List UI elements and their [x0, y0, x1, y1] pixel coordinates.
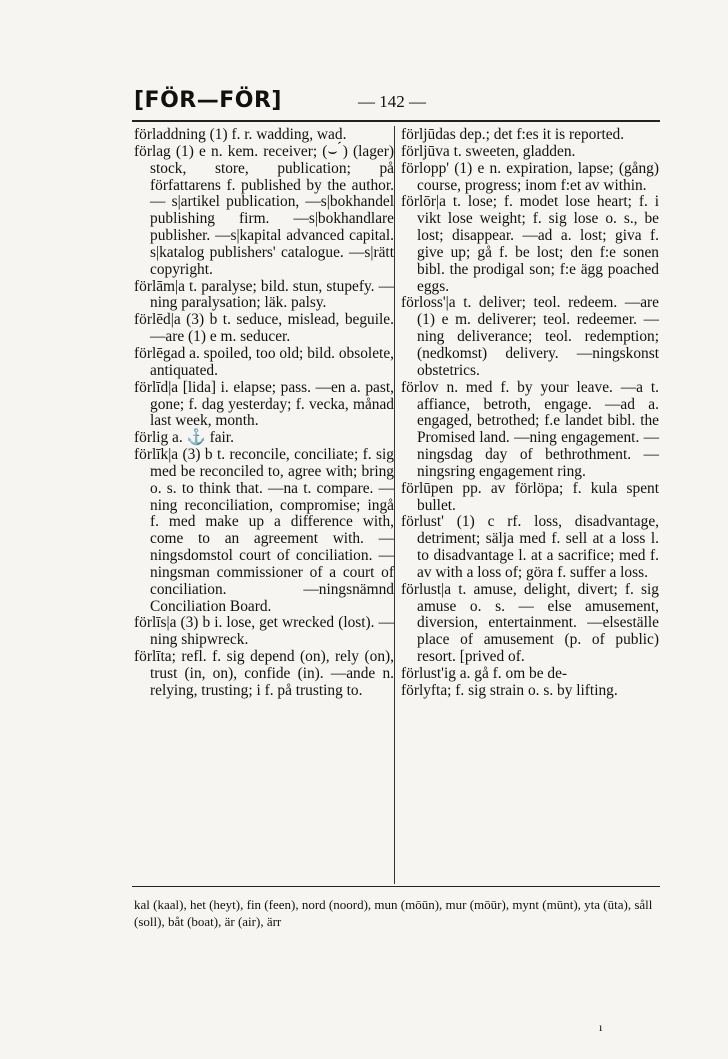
dictionary-entry: förlīs|a (3) b i. lose, get wrecked (lost). —ning shipwreck. — [134, 614, 394, 649]
dictionary-entry: förljūdas dep.; det f:es it is reported. — [401, 126, 625, 143]
dictionary-entry: förlov n. med f. by your leave. —a t. affiance, betroth, engage. —ad a. engaged, betrothed; f.e landet bibl. the Promised land. —ning engagement. — ningsdag day of bethrothment. —ningsring engagement ring. — [401, 378, 659, 480]
dictionary-entry: förlōr|a t. lose; f. modet lose heart; f. i vikt lose weight; f. sig lose o. s., be lost; disappear. —ad a. lost; giva f. give up; gå f. be lost; den f:e sonen bibl. the prodigal son; f:e ägg poached eggs. — [401, 193, 659, 295]
dictionary-entry: förlyfta; f. sig strain o. s. by lifting. — [401, 681, 618, 699]
dictionary-entry: förlīta; refl. f. sig depend (on), rely (on), trust (in, on), confide (in). —ande n. relying, trusting; i f. på trusting to. — [134, 648, 394, 699]
column-divider — [394, 126, 395, 884]
dictionary-entry: förlust|a t. amuse, delight, divert; f. sig amuse o. s. — else amusement, diversion, entertainment. —elseställe place of amusement (p. of public) resort. [prived of. — [401, 580, 659, 666]
header-rule — [132, 120, 660, 122]
running-head: [FÖR—FÖR] — [134, 88, 282, 113]
dictionary-entry: förlēd|a (3) b t. seduce, mislead, beguile. —are (1) e m. seducer. — [134, 311, 394, 346]
pronunciation-key: kal (kaal), het (heyt), fin (feen), nord (noord), mun (mōūn), mur (mōūr), mynt (mūnt), yta (ūta), såll (soll), båt (boat), är (air), ärr — [134, 897, 653, 929]
page-number: — 142 — — [358, 92, 426, 111]
dictionary-entry: förlag (1) e n. kem. receiver; (⌣ ́) (lager) stock, store, publication; på författarens f. published by the author. — s|artikel publication, —s|bokhandel publishing firm. —s|bokhandlare publisher. —s|kapital advanced capital. s|katalog publishers' catalogue. —s|rätt copyright. — [134, 142, 394, 278]
footer-rule — [132, 886, 660, 887]
dictionary-entry: förlūpen pp. av förlöpa; f. kula spent bullet. — [401, 479, 659, 514]
dictionary-entry: förlust'ig a. gå f. om be de- — [401, 665, 568, 682]
dictionary-entry: förlēgad a. spoiled, too old; bild. obsolete, antiquated. — [134, 344, 394, 379]
dictionary-entry: förlām|a t. paralyse; bild. stun, stupefy. —ning paralysation; läk. palsy. — [134, 277, 394, 312]
dictionary-entry: förljūva t. sweeten, gladden. — [401, 142, 576, 160]
left-column — [134, 127, 394, 700]
dictionary-entry: förlopp' (1) e n. expiration, lapse; (gång) course, progress; inom f:et av within. — [401, 159, 659, 194]
dictionary-entry: förlust' (1) c rf. loss, disadvantage, detriment; sälja med f. sell at a loss l. to disadvantage l. at a sacrifice; med f. av with a loss of; göra f. suffer a loss. — [401, 513, 659, 581]
dictionary-entry: förlīk|a (3) b t. reconcile, conciliate; f. sig med be reconciled to, agree with; bring o. s. to think that. —na t. compare. —ning reconciliation, compromise; ingå f. med make up a difference with, come to an agreement with. —ningsdomstol court of conciliation. —ningsman commissioner of a court of conciliation. —ningsnämnd Conciliation Board. — [134, 446, 394, 615]
dictionary-entry: förlig a. ⚓ fair. — [134, 429, 234, 447]
dictionary-entry: förlīd|a [lida] i. elapse; pass. —en a. past, gone; f. dag yesterday; f. vecka, månad last week, month. — [134, 378, 394, 430]
dictionary-entry: förladdning (1) f. r. wadding, wad. — [134, 126, 347, 143]
dictionary-entry: förloss'|a t. deliver; teol. redeem. —are (1) e m. deliverer; teol. redeemer. —ning deliverance; teol. redemption; (nedkomst) delivery. —ningskonst obstetrics. — [401, 294, 659, 379]
page-header — [134, 88, 654, 118]
right-column — [401, 127, 659, 700]
margin-mark: ı — [599, 1020, 603, 1034]
